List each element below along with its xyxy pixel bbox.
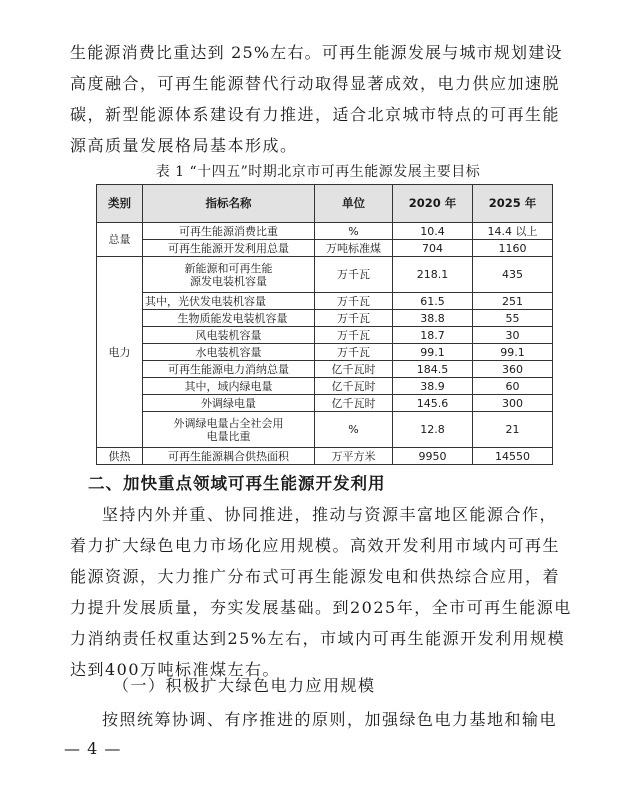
category-cell: 电力 [97, 257, 143, 448]
value-2025-cell: 60 [473, 378, 553, 395]
value-2025-cell: 251 [473, 293, 553, 310]
table-row [97, 378, 553, 395]
unit-cell: 亿千瓦时 [315, 361, 393, 378]
value-2020-cell: 18.7 [393, 327, 473, 344]
value-2025-cell: 14550 [473, 448, 553, 465]
table-row [97, 395, 553, 412]
indicator-cell: 可再生能源电力消纳总量 [143, 361, 315, 378]
value-2020-cell: 10.4 [393, 223, 473, 240]
value-2020-cell: 218.1 [393, 257, 473, 293]
text-line: 能源资源，大力推广分布式可再生能源发电和供热综合应用，着 [70, 567, 561, 586]
unit-cell: 万千瓦 [315, 327, 393, 344]
text-line: 力消纳责任权重达到25%左右，市域内可再生能源开发利用规模 [70, 629, 566, 648]
category-cell: 总量 [97, 223, 143, 257]
table-row [97, 412, 553, 448]
value-2025-cell: 1160 [473, 240, 553, 257]
table-row [97, 257, 553, 293]
unit-cell: 万吨标准煤 [315, 240, 393, 257]
targets-table [96, 184, 553, 465]
table-header-row [97, 185, 553, 223]
table-row [97, 327, 553, 344]
table-row [97, 293, 553, 310]
unit-cell: 万千瓦 [315, 257, 393, 293]
value-2020-cell: 704 [393, 240, 473, 257]
table-caption: 表 1 “十四五”时期北京市可再生能源发展主要目标 [155, 164, 481, 180]
unit-cell: 万千瓦 [315, 293, 393, 310]
indicator-cell: 其中，光伏发电装机容量 [143, 293, 315, 310]
indicator-cell: 生物质能发电装机容量 [143, 310, 315, 327]
value-2025-cell: 55 [473, 310, 553, 327]
header-2025: 2025 年 [473, 185, 553, 223]
value-2025-cell: 99.1 [473, 344, 553, 361]
value-2020-cell: 9950 [393, 448, 473, 465]
value-2025-cell: 14.4 以上 [473, 223, 553, 240]
header-indicator: 指标名称 [143, 185, 315, 223]
page-number: — 4 — [64, 739, 122, 758]
indicator-cell: 风电装机容量 [143, 327, 315, 344]
value-2025-cell: 360 [473, 361, 553, 378]
indicator-cell: 新能源和可再生能源发电装机容量 [143, 257, 315, 293]
text-line: 力提升发展质量，夯实发展基础。到2025年，全市可再生能源电 [70, 598, 572, 617]
text-line: 碳，新型能源体系建设有力推进，适合北京城市特点的可再生能 [70, 105, 561, 124]
category-cell: 供热 [97, 448, 143, 465]
unit-cell: 亿千瓦时 [315, 378, 393, 395]
text-line: 坚持内外并重、协同推进，推动与资源丰富地区能源合作， [102, 505, 558, 524]
text-line: 着力扩大绿色电力市场化应用规模。高效开发利用市域内可再生 [70, 536, 561, 555]
value-2020-cell: 38.8 [393, 310, 473, 327]
value-2020-cell: 184.5 [393, 361, 473, 378]
value-2025-cell: 435 [473, 257, 553, 293]
value-2020-cell: 12.8 [393, 412, 473, 448]
indicator-cell: 其中，域内绿电量 [143, 378, 315, 395]
section-heading: 二、加快重点领域可再生能源开发利用 [88, 474, 386, 493]
value-2020-cell: 38.9 [393, 378, 473, 395]
unit-cell: 亿千瓦时 [315, 395, 393, 412]
subsection-heading: （一）积极扩大绿色电力应用规模 [113, 676, 376, 695]
table-row [97, 310, 553, 327]
value-2020-cell: 99.1 [393, 344, 473, 361]
table-row [97, 448, 553, 465]
intro-paragraph [70, 37, 580, 161]
indicator-cell: 可再生能源消费比重 [143, 223, 315, 240]
text-line: 按照统筹协调、有序推进的原则，加强绿色电力基地和输电 [102, 710, 558, 729]
table-row [97, 223, 553, 240]
table-row [97, 344, 553, 361]
body-paragraph [70, 499, 580, 685]
indicator-cell: 外调绿电量 [143, 395, 315, 412]
unit-cell: % [315, 412, 393, 448]
text-line: 源高质量发展格局基本形成。 [70, 136, 298, 155]
indicator-cell: 外调绿电量占全社会用电量比重 [143, 412, 315, 448]
unit-cell: % [315, 223, 393, 240]
value-2025-cell: 30 [473, 327, 553, 344]
unit-cell: 万千瓦 [315, 344, 393, 361]
closing-paragraph [70, 704, 580, 735]
unit-cell: 万千瓦 [315, 310, 393, 327]
header-2020: 2020 年 [393, 185, 473, 223]
value-2025-cell: 21 [473, 412, 553, 448]
value-2020-cell: 145.6 [393, 395, 473, 412]
text-line: 高度融合，可再生能源替代行动取得显著成效，电力供应加速脱 [70, 74, 561, 93]
value-2025-cell: 300 [473, 395, 553, 412]
text-line: 生能源消费比重达到 25%左右。可再生能源发展与城市规划建设 [70, 43, 563, 62]
text-line: 达到400万吨标准煤左右。 [70, 660, 281, 679]
table-row [97, 361, 553, 378]
indicator-cell: 水电装机容量 [143, 344, 315, 361]
table-row [97, 240, 553, 257]
header-category: 类别 [97, 185, 143, 223]
header-unit: 单位 [315, 185, 393, 223]
indicator-cell: 可再生能源耦合供热面积 [143, 448, 315, 465]
unit-cell: 万平方米 [315, 448, 393, 465]
value-2020-cell: 61.5 [393, 293, 473, 310]
indicator-cell: 可再生能源开发利用总量 [143, 240, 315, 257]
